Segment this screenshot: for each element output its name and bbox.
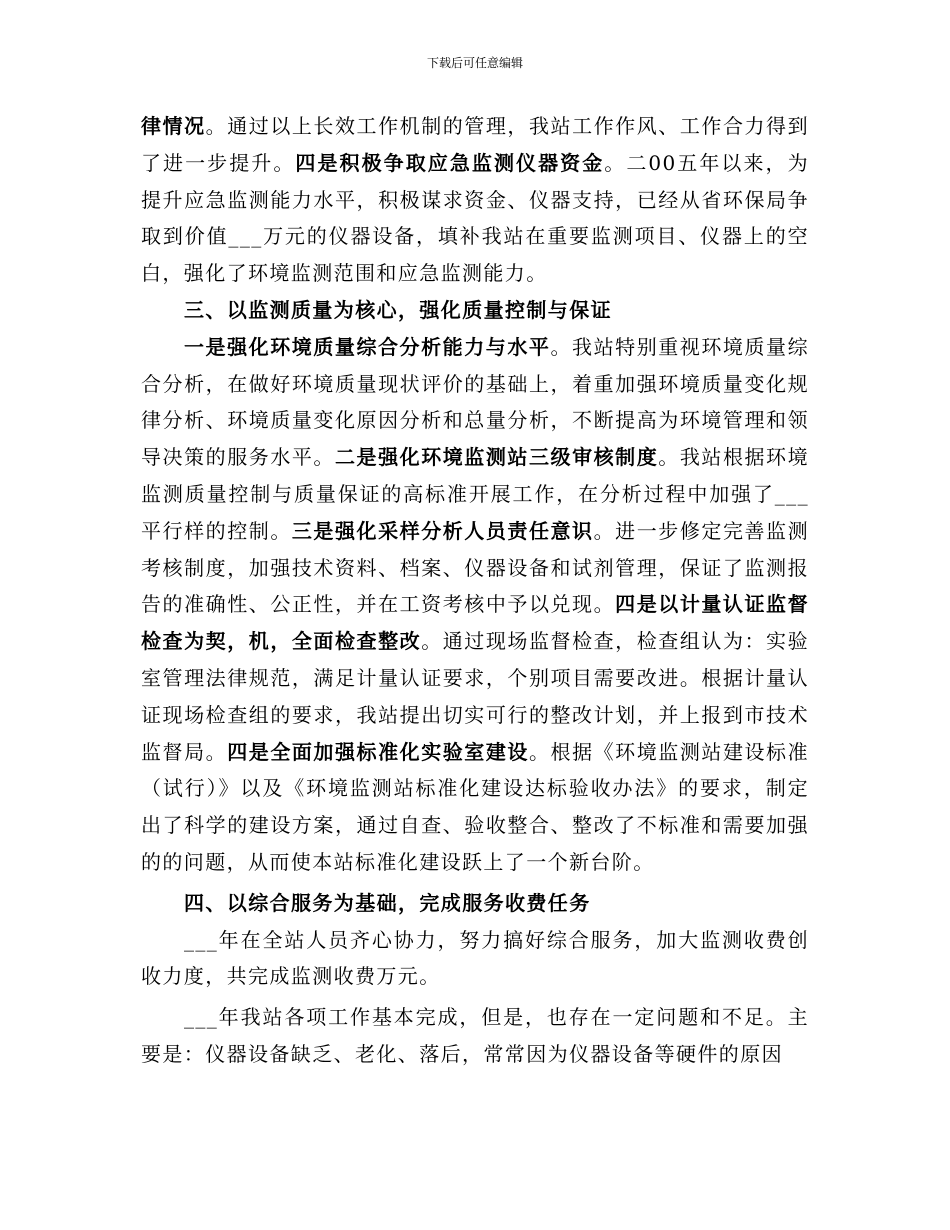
bold-phrase: 二是强化环境监测站三级审核制度: [334, 445, 659, 470]
paragraph-text: 。根据《环境监测站建设标准（试行）》以及《环境监测站标准化建设达标验收办法》的要求，制定出了科学的建设方案，通过自查、验收整合、整改了不标准和需要加强的的问题，从而使本站标准化建设跃上了一个新台阶。: [141, 739, 809, 874]
bold-phrase: 四是积极争取应急监测仪器资金: [295, 150, 605, 175]
paragraph-4: ___年我站各项工作基本完成，但是，也存在一定问题和不足。主要是：仪器设备缺乏、老化、落后，常常因为仪器设备等硬件的原因: [141, 1005, 809, 1066]
document-body: [141, 108, 809, 1073]
paragraph-text: 。进一步修定完善监测考核制度，加强技术资料、档案、仪器设备和试剂管理，保证了监测报告的准确性、公正性，并在工资考核中予以兑现。: [141, 518, 809, 617]
section-heading-3: 三、以监测质量为核心，强化质量控制与保证: [184, 297, 612, 322]
paragraph-2: [141, 329, 809, 881]
section-heading-4: 四、以综合服务为基础，完成服务收费任务: [184, 890, 591, 915]
bold-phrase: 四是以计量认证监督检查为契，机，全面检查整改: [141, 592, 809, 654]
paragraph-text: 。通过以上长效工作机制的管理，我站工作作风、工作合力得到了进一步提升。: [141, 114, 810, 175]
paragraph-text: 。我站根据环境监测质量控制与质量保证的高标准开展工作，在分析过程中加强了___平行样的控制。: [141, 445, 809, 543]
paragraph-1: [141, 108, 809, 292]
bold-phrase: 四是全面加强标准化实验室建设: [227, 739, 529, 764]
paragraph-text: 。通过现场监督检查，检查组认为：实验室管理法律规范，满足计量认证要求，个别项目需要改进。根据计量认证现场检查组的要求，我站提出切实可行的整改计划，并上报到市技术监督局。: [141, 629, 810, 764]
bold-phrase: 律情况: [141, 114, 206, 138]
paragraph-text: 。二00五年以来，为提升应急监测能力水平，积极谋求资金、仪器支持，已经从省环保局争取到价值___万元的仪器设备，填补我站在重要监测项目、仪器上的空白，强化了环境监测范围和应急监测能力。: [141, 150, 809, 286]
page-header: 下载后可任意编辑: [426, 56, 523, 70]
paragraph-text: 。我站特别重视环境质量综合分析，在做好环境质量现状评价的基础上，着重加强环境质量变化规律分析、环境质量变化原因分析和总量分析，不断提高为环境管理和领导决策的服务水平。: [141, 334, 809, 470]
bold-phrase: 一是强化环境质量综合分析能力与水平: [184, 334, 551, 359]
bold-phrase: 三是强化采样分析人员责任意识: [291, 518, 594, 543]
paragraph-3: ___年在全站人员齐心协力，努力搞好综合服务，加大监测收费创收力度，共完成监测收费万元。: [141, 927, 809, 989]
